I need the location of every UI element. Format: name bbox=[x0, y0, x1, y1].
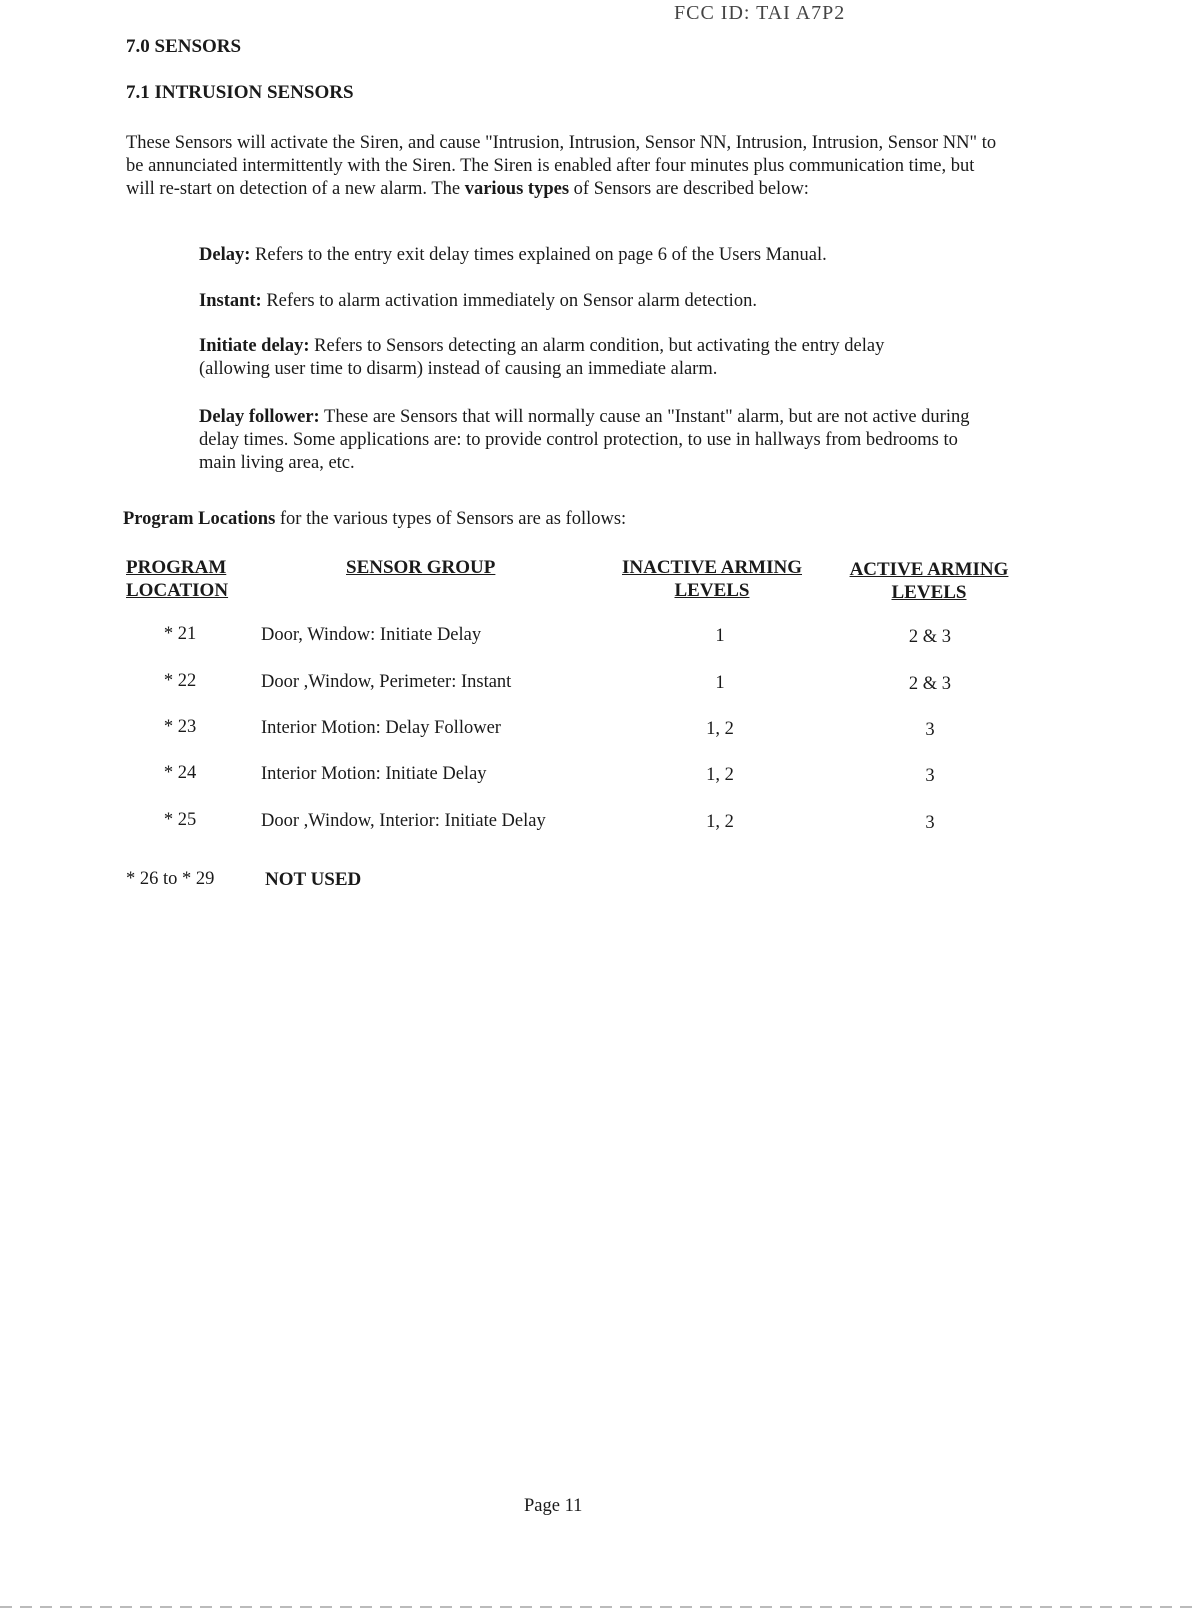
cell-inactive: 1, 2 bbox=[706, 765, 734, 785]
cell-location: * 25 bbox=[163, 810, 197, 830]
cell-inactive: 1 bbox=[715, 673, 725, 693]
cell-active: 2 & 3 bbox=[908, 674, 952, 694]
definition-term: Delay: bbox=[199, 245, 251, 265]
definition-delay-follower bbox=[199, 406, 999, 475]
intro-text-1: These Sensors will activate the Siren, and cause "Intrusion, Intrusion, Sensor NN, Intrusion, Intrusion, Sensor NN" to be annunciated intermittently with the Siren. The Siren is enabled after four minutes plus communication time, but will re-start on detection of a new alarm. The bbox=[126, 133, 997, 199]
header-line: LOCATION bbox=[126, 580, 229, 601]
section-title: 7.0 SENSORS bbox=[126, 36, 242, 57]
cell-location: * 24 bbox=[163, 763, 197, 783]
not-used-label: NOT USED bbox=[265, 869, 362, 890]
header-line: INACTIVE ARMING bbox=[622, 557, 802, 578]
cell-inactive: 1, 2 bbox=[706, 812, 734, 832]
program-locations-bold: Program Locations bbox=[123, 509, 276, 529]
intro-text-2: of Sensors are described below: bbox=[569, 179, 809, 199]
header-line: LEVELS bbox=[674, 580, 750, 601]
definition-term: Delay follower: bbox=[199, 407, 320, 427]
cell-group: Interior Motion: Initiate Delay bbox=[261, 764, 487, 784]
cell-group: Interior Motion: Delay Follower bbox=[261, 718, 501, 738]
not-used-location: * 26 to * 29 bbox=[126, 869, 215, 889]
header-line: ACTIVE ARMING bbox=[849, 559, 1009, 580]
header-inactive-arming bbox=[612, 556, 812, 602]
definition-text: Refers to the entry exit delay times explained on page 6 of the Users Manual. bbox=[250, 245, 827, 265]
program-locations-text: for the various types of Sensors are as follows: bbox=[275, 509, 627, 529]
cell-location: * 22 bbox=[163, 671, 197, 691]
cell-inactive: 1 bbox=[715, 626, 725, 646]
cell-group: Door ,Window, Perimeter: Instant bbox=[261, 672, 512, 692]
header-active-arming bbox=[836, 558, 1022, 604]
definition-term: Instant: bbox=[199, 291, 262, 311]
definition-text: These are Sensors that will normally cause an "Instant" alarm, but are not active during delay times. Some applications are: to provide control protection, to use in hallways from bedrooms to main living area, etc. bbox=[199, 407, 970, 473]
fcc-id-stamp: FCC ID: TAI A7P2 bbox=[674, 2, 846, 24]
header-line: PROGRAM bbox=[126, 557, 227, 578]
cell-active: 3 bbox=[925, 766, 935, 786]
cell-location: * 21 bbox=[163, 624, 197, 644]
scan-artifact-line bbox=[0, 1606, 1196, 1608]
section-subtitle: 7.1 INTRUSION SENSORS bbox=[126, 82, 354, 103]
header-line: LEVELS bbox=[891, 582, 967, 603]
cell-active: 2 & 3 bbox=[908, 627, 952, 647]
intro-bold: various types bbox=[464, 179, 570, 199]
cell-active: 3 bbox=[925, 720, 935, 740]
cell-group: Door ,Window, Interior: Initiate Delay bbox=[261, 811, 546, 831]
cell-group: Door, Window: Initiate Delay bbox=[261, 625, 482, 645]
program-locations-intro bbox=[123, 509, 626, 530]
definition-instant bbox=[199, 290, 1019, 313]
page-number: Page 11 bbox=[524, 1496, 583, 1516]
header-program-location bbox=[126, 556, 228, 602]
definition-delay bbox=[199, 244, 1019, 267]
definition-text: Refers to alarm activation immediately on Sensor alarm detection. bbox=[261, 291, 757, 311]
definition-initiate-delay bbox=[199, 335, 959, 381]
definition-term: Initiate delay: bbox=[199, 336, 310, 356]
cell-active: 3 bbox=[925, 813, 935, 833]
cell-inactive: 1, 2 bbox=[706, 719, 734, 739]
header-sensor-group: SENSOR GROUP bbox=[346, 557, 496, 578]
definition-text: Refers to Sensors detecting an alarm condition, but activating the entry delay (allowing user time to disarm) instead of causing an immediate alarm. bbox=[199, 336, 885, 379]
cell-location: * 23 bbox=[163, 717, 197, 737]
intro-paragraph bbox=[126, 132, 1006, 201]
